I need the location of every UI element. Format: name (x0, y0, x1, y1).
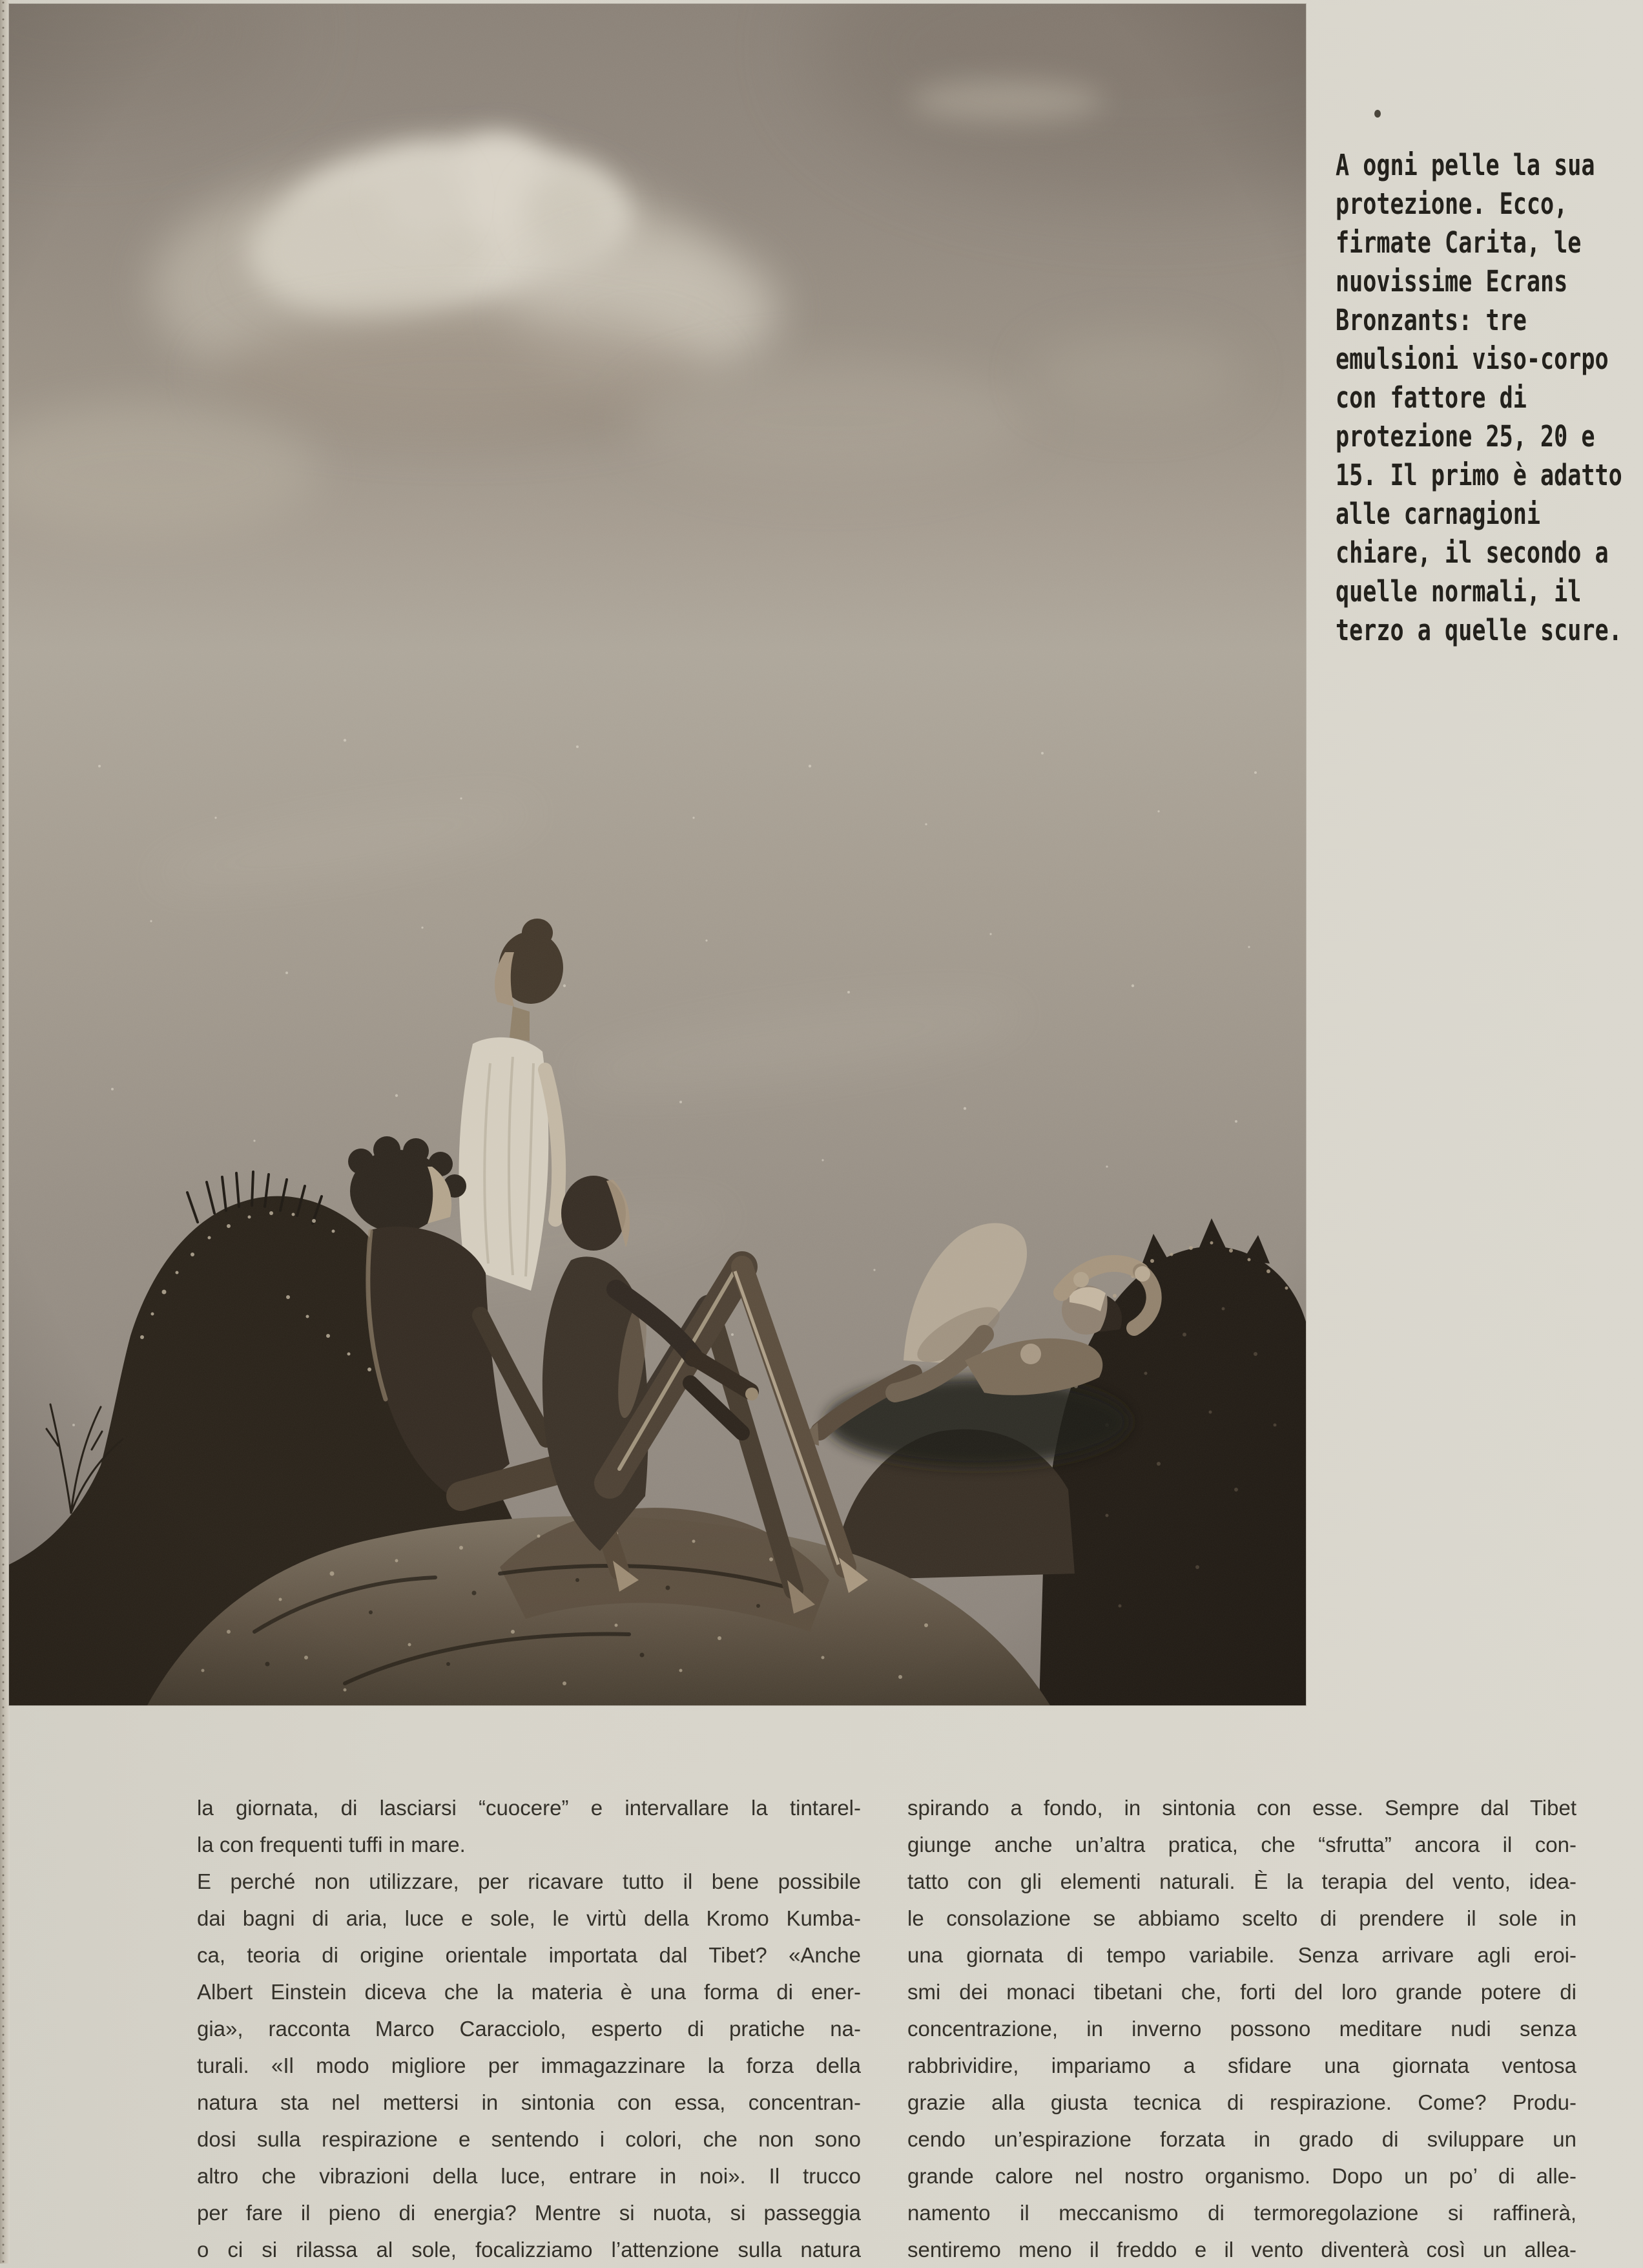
text-line: protezione 25, 20 e (1336, 419, 1595, 453)
text-line: grande calore nel nostro organismo. Dopo un po’ di alle- (907, 2164, 1576, 2188)
text-line: gia», racconta Marco Caracciolo, esperto di pratiche na- (197, 2017, 861, 2041)
article-column-right (907, 1789, 1576, 2268)
article-column-left (197, 1789, 861, 2268)
text-line: con fattore di (1336, 380, 1527, 415)
text-line: sentiremo meno il freddo e il vento diventerà così un allea- (907, 2238, 1576, 2262)
beach-photograph-art (9, 4, 1306, 1705)
text-line: rabbrividire, impariamo a sfidare una giornata ventosa (907, 2054, 1576, 2077)
text-line: smi dei monaci tibetani che, forti del loro grande potere di (907, 1980, 1576, 2004)
text-line: tatto con gli elementi naturali. È la terapia del vento, idea- (907, 1869, 1576, 1893)
text-line: terzo a quelle scure. (1336, 613, 1622, 647)
text-line: per fare il pieno di energia? Mentre si nuota, si passeggia (197, 2201, 861, 2225)
caption-sidebar (1336, 146, 1638, 650)
text-line: la con frequenti tuffi in mare. (197, 1833, 466, 1857)
text-line: le consolazione se abbiamo scelto di prendere il sole in (907, 1906, 1576, 1930)
text-line: emulsioni viso-corpo (1336, 342, 1609, 376)
text-line: firmate Carita, le (1336, 225, 1582, 260)
text-line: altro che vibrazioni della luce, entrare in noi». Il trucco (197, 2164, 861, 2188)
text-line: protezione. Ecco, (1336, 187, 1568, 221)
beach-photograph (9, 4, 1306, 1705)
text-line: 15. Il primo è adatto (1336, 458, 1622, 492)
text-line: natura sta nel mettersi in sintonia con essa, concentran- (197, 2090, 861, 2114)
text-line: una giornata di tempo variabile. Senza arrivare agli eroi- (907, 1943, 1576, 1967)
text-line: Bronzants: tre (1336, 303, 1527, 337)
text-line: giunge anche un’altra pratica, che “sfrutta” ancora il con- (907, 1833, 1576, 1857)
text-line: nuovissime Ecrans (1336, 264, 1568, 298)
text-line: o ci si rilassa al sole, focalizziamo l’attenzione sulla natura (197, 2238, 861, 2262)
text-line: dai bagni di aria, luce e sole, le virtù della Kromo Kumba- (197, 1906, 861, 1930)
ink-speck (1374, 110, 1381, 118)
text-line: A ogni pelle la sua (1336, 148, 1595, 182)
text-line: la giornata, di lasciarsi “cuocere” e intervallare la tintarel- (197, 1796, 861, 1820)
text-line: alle carnagioni (1336, 497, 1540, 531)
text-line: concentrazione, in inverno possono meditare nudi senza (907, 2017, 1576, 2041)
page-edge-strip (0, 0, 10, 2263)
text-line: chiare, il secondo a (1336, 536, 1609, 570)
text-line: Albert Einstein diceva che la materia è una forma di ener- (197, 1980, 861, 2004)
text-line: quelle normali, il (1336, 574, 1582, 609)
text-line: turali. «Il modo migliore per immagazzinare la forza della (197, 2054, 861, 2077)
text-line: spirando a fondo, in sintonia con esse. Sempre dal Tibet (907, 1796, 1576, 1820)
photo-vignette (9, 4, 1306, 1705)
text-line: grazie alla giusta tecnica di respirazione. Come? Produ- (907, 2090, 1576, 2114)
text-line: cendo un’espirazione forzata in grado di sviluppare un (907, 2127, 1576, 2151)
text-line: ca, teoria di origine orientale importata dal Tibet? «Anche (197, 1943, 861, 1967)
text-line: dosi sulla respirazione e sentendo i colori, che non sono (197, 2127, 861, 2151)
text-line: E perché non utilizzare, per ricavare tutto il bene possibile (197, 1869, 861, 1893)
text-line: namento il meccanismo di termoregolazione si raffinerà, (907, 2201, 1576, 2225)
